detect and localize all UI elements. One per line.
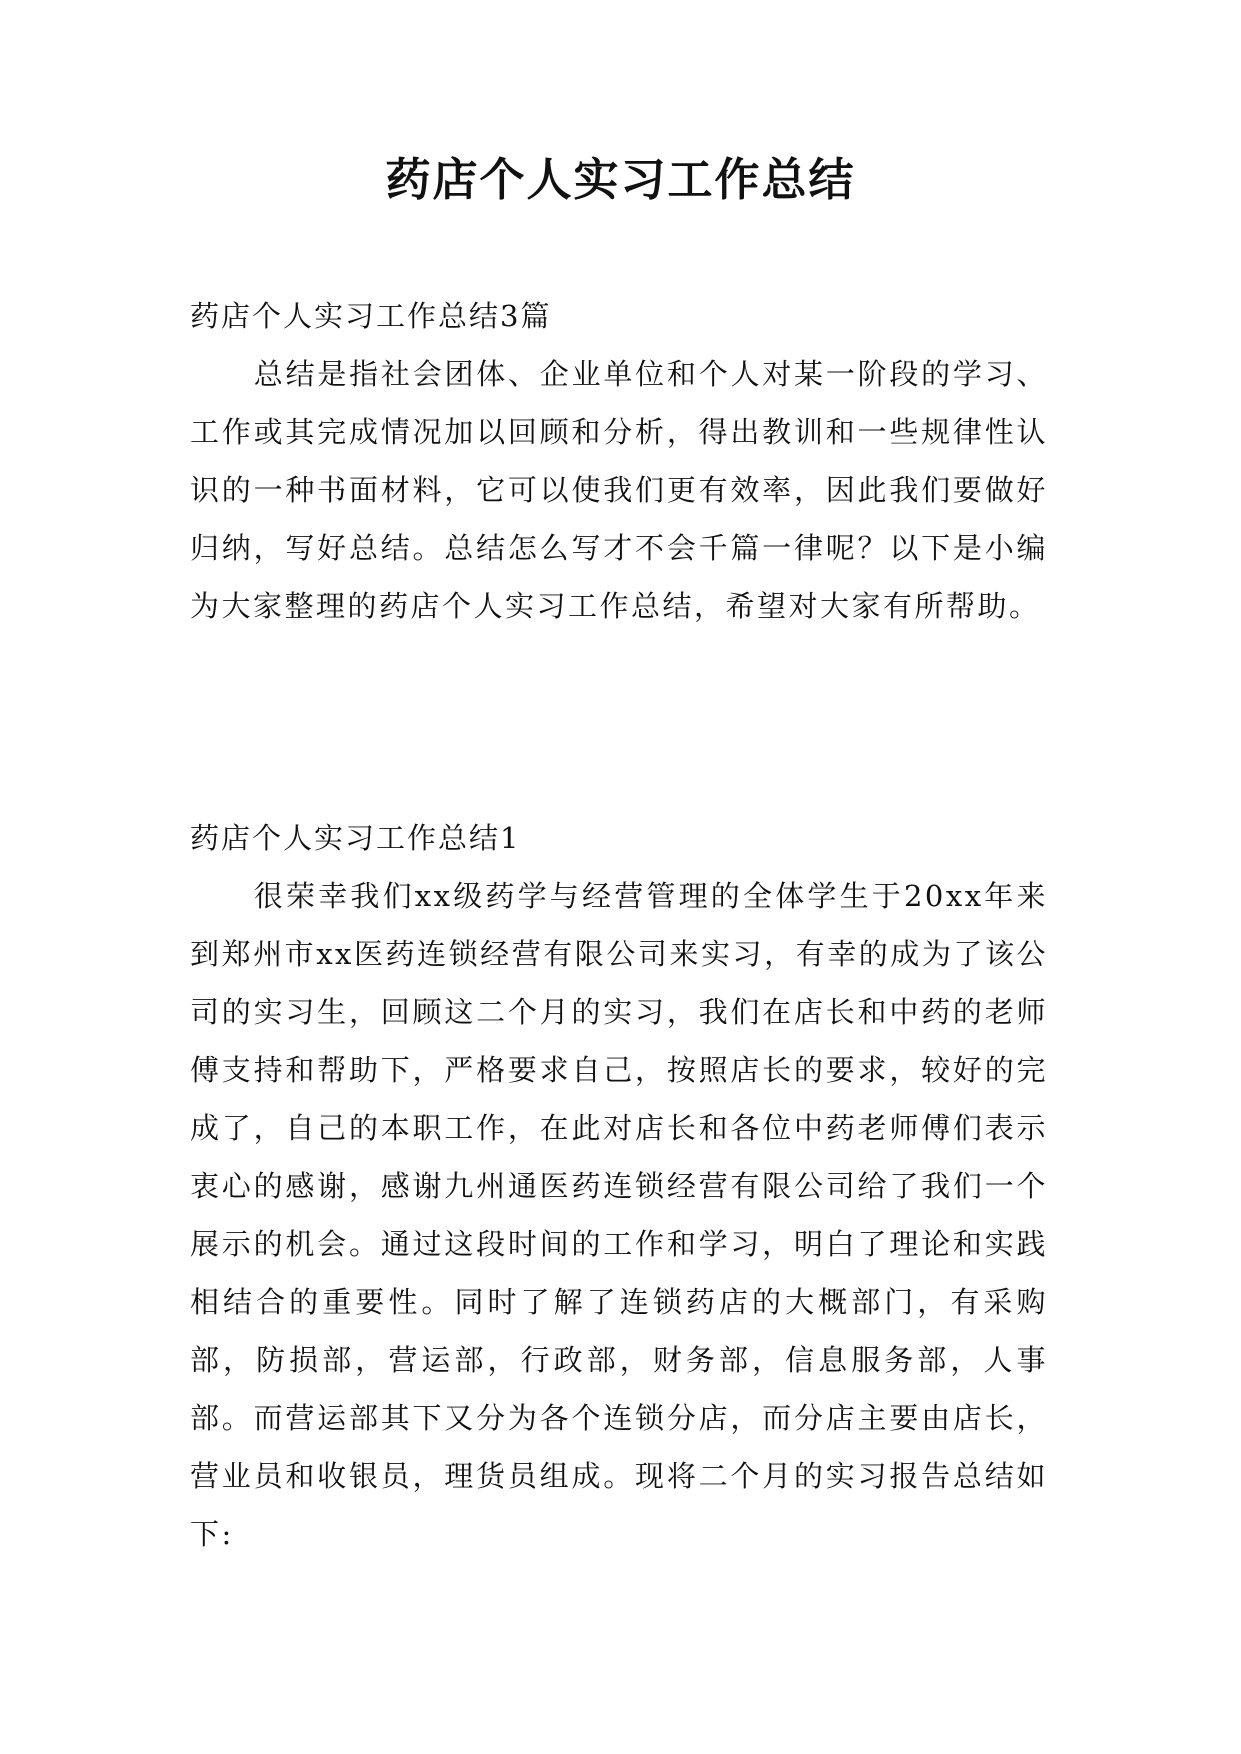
intro-heading: 药店个人实习工作总结3篇 bbox=[190, 299, 552, 333]
page-title: 药店个人实习工作总结 bbox=[385, 153, 856, 206]
section-spacer bbox=[190, 635, 1048, 809]
section1-heading: 药店个人实习工作总结1 bbox=[190, 821, 521, 855]
document-body bbox=[190, 287, 1048, 1563]
section1-paragraph: 很荣幸我们xx级药学与经营管理的全体学生于20xx年来到郑州市xx医药连锁经营有限公司来实习，有幸的成为了该公司的实习生，回顾这二个月的实习，我们在店长和中药的老师傅支持和帮助下，严格要求自己，按照店长的要求，较好的完成了，自己的本职工作，在此对店长和各位中药老师傅们表示衷心的感谢，感谢九州通医药连锁经营有限公司给了我们一个展示的机会。通过这段时间的工作和学习，明白了理论和实践相结合的重要性。同时了解了连锁药店的大概部门，有采购部，防损部，营运部，行政部，财务部，信息服务部，人事部。而营运部其下又分为各个连锁分店，而分店主要由店长，营业员和收银员，理货员组成。现将二个月的实习报告总结如下: bbox=[190, 879, 1048, 1551]
intro-paragraph: 总结是指社会团体、企业单位和个人对某一阶段的学习、工作或其完成情况加以回顾和分析，得出教训和一些规律性认识的一种书面材料，它可以使我们更有效率，因此我们要做好归纳，写好总结。总结怎么写才不会千篇一律呢？以下是小编为大家整理的药店个人实习工作总结，希望对大家有所帮助。 bbox=[190, 357, 1048, 623]
